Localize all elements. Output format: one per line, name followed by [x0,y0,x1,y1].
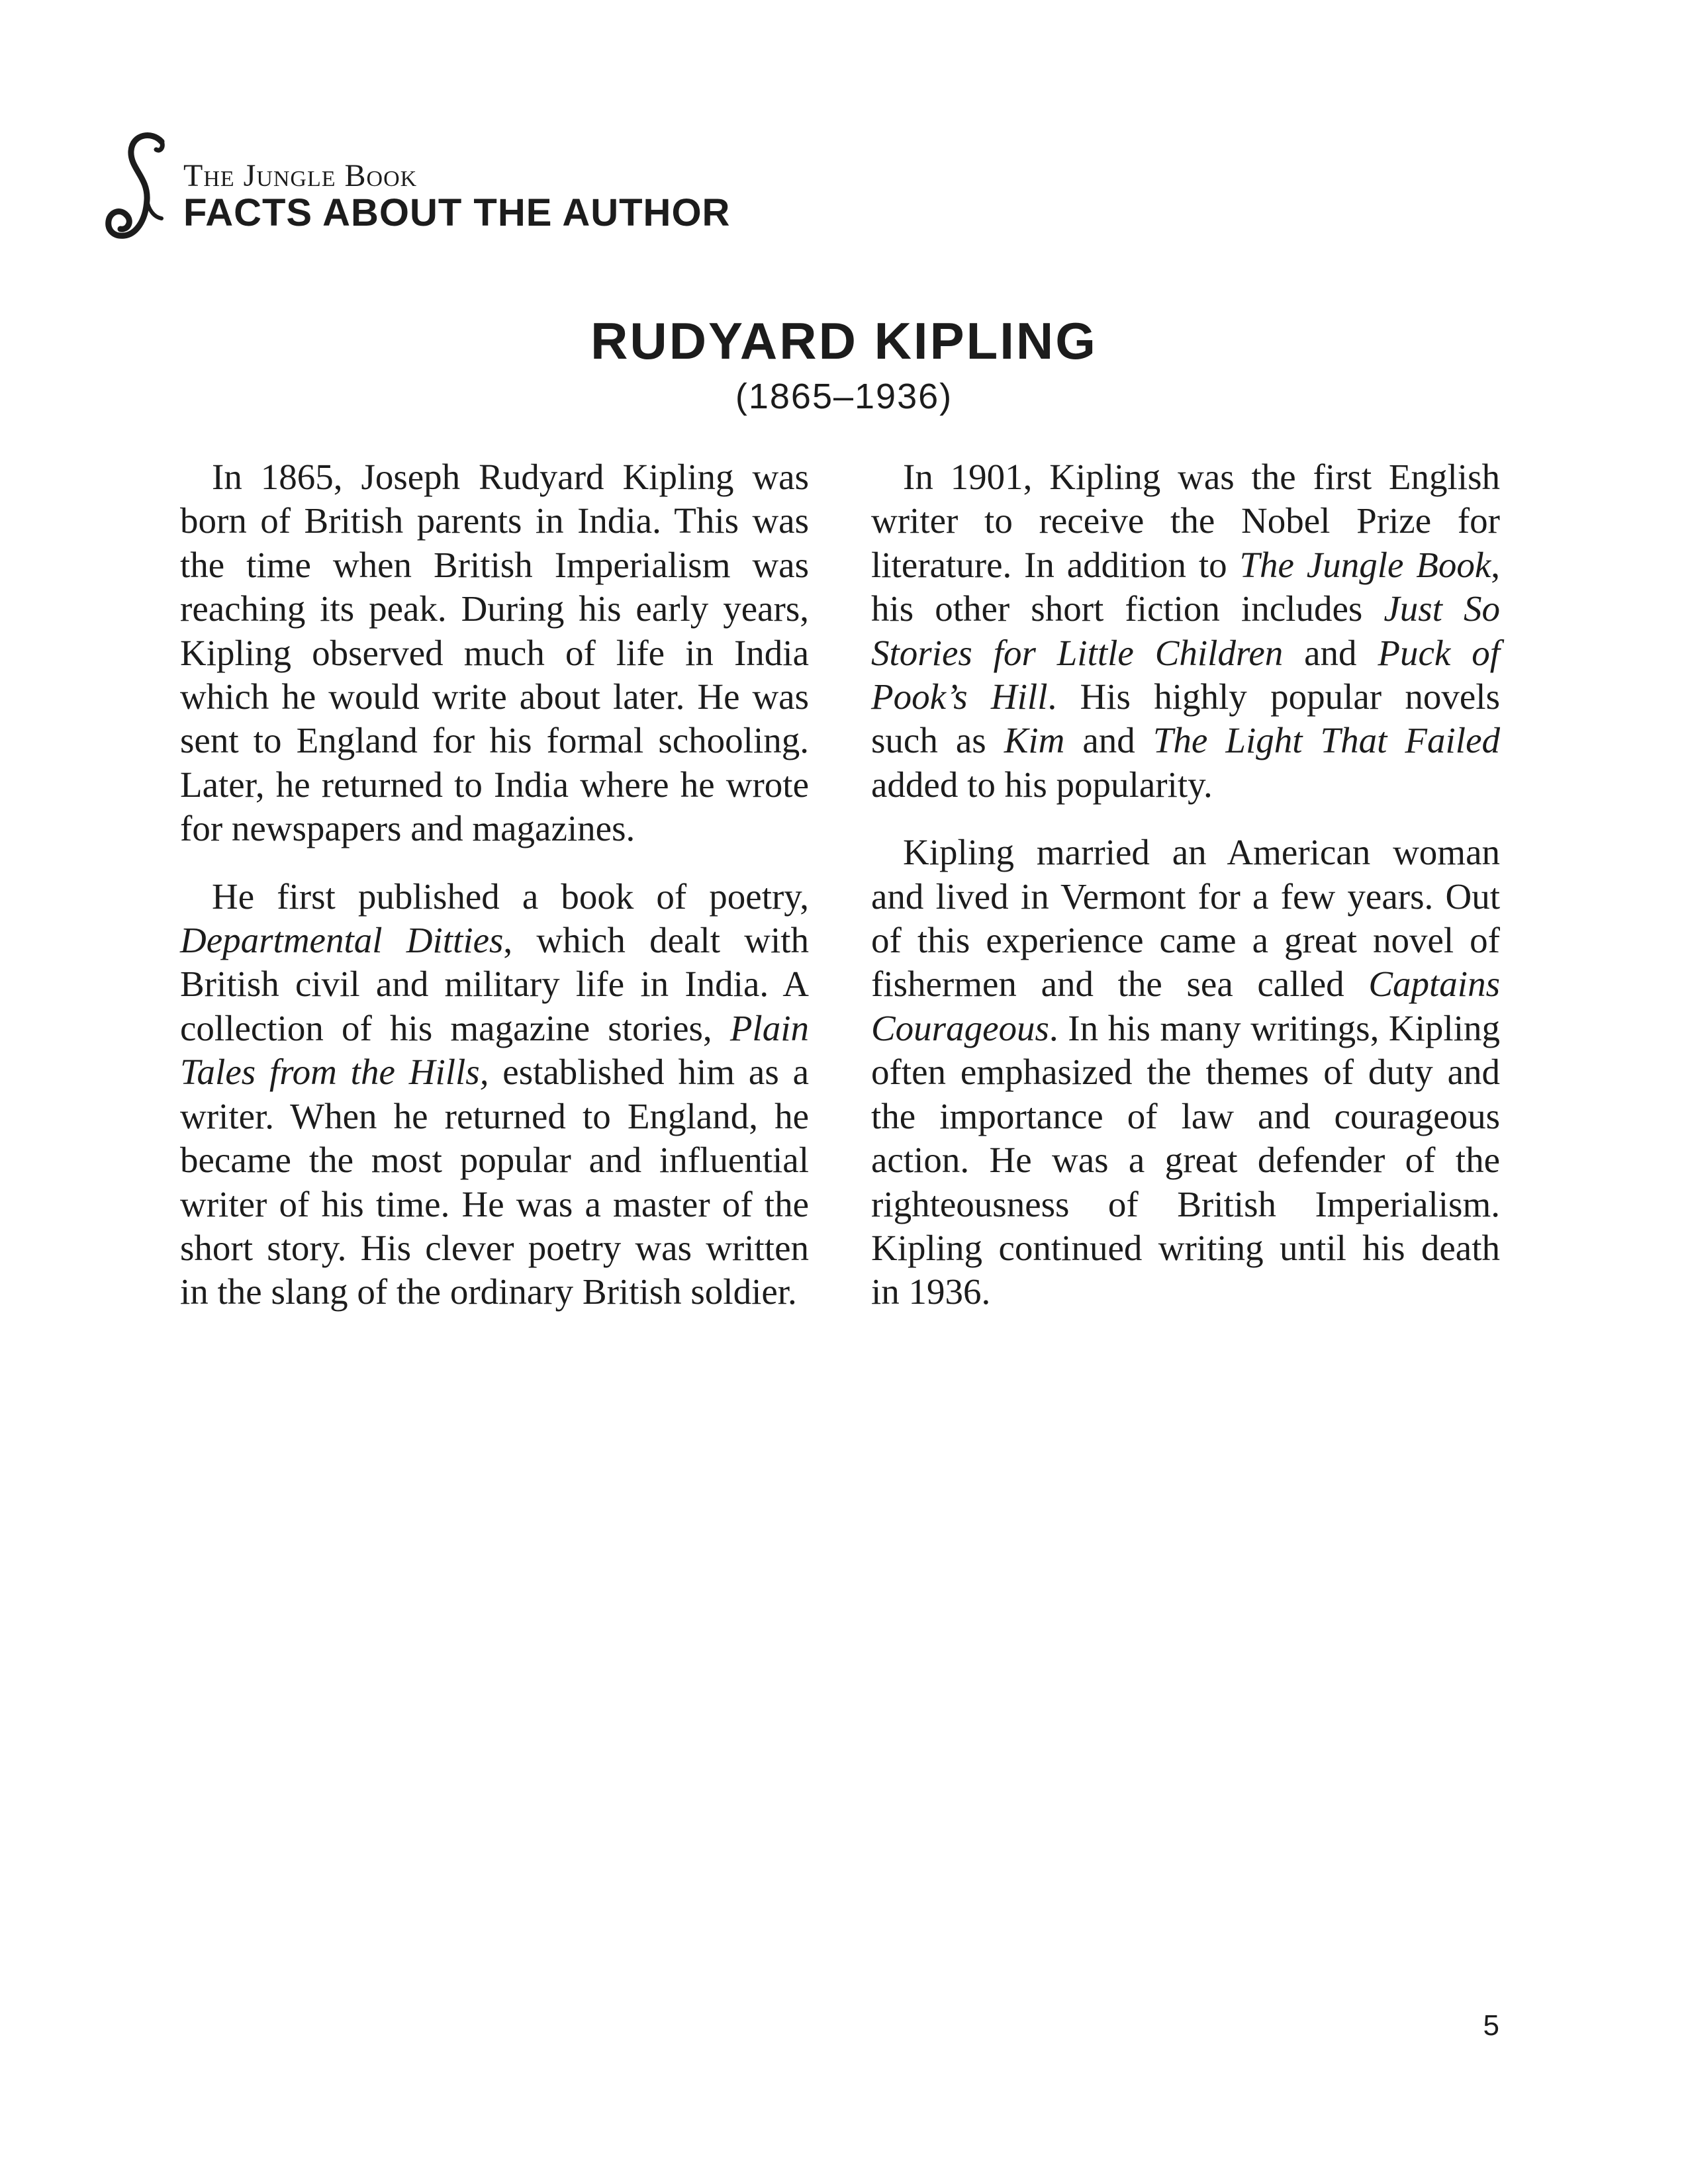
section-title: FACTS ABOUT THE AUTHOR [183,191,731,234]
author-name: RUDYARD KIPLING [590,312,1098,370]
book-title: The Light That Failed [1152,720,1500,761]
book-title: Puck of Pook’s Hill [871,632,1500,717]
right-column [871,455,1500,1338]
page-number: 5 [1483,2009,1499,2042]
script-s-logo-icon [101,130,173,242]
page-header [101,130,895,242]
paragraph: In 1901, Kipling was the first English writer to receive the Nobel Prize for literature. In addition to The Jungle Book, his other short fiction includes Just So Stories for Little Children and Puck of Pook’s Hill. His highly popular novels such as Kim and The Light That Failed added to his popularity. [871,457,1500,805]
book-title: Plain Tales from the Hills, [180,1007,809,1093]
paragraph: In 1865, Joseph Rudyard Kipling was born of British parents in India. This was the time when British Imperialism was reaching its peak. During his early years, Kipling observed much of life in India which he would write about later. He was sent to England for his formal schooling. Later, he returned to India where he wrote for newspapers and magazines. [180,457,809,849]
paragraph: Kipling married an American woman and lived in Vermont for a few years. Out of this experience came a great novel of fishermen and the sea called Captains Courageous. In his many writings, Kipling often emphasized the themes of duty and the importance of law and courageous action. He was a great defender of the righteousness of British Imperialism. Kipling continued writing until his death in 1936. [871,832,1500,1312]
book-title: Departmental Ditties [180,920,504,961]
book-title: Just So Stories for Little Children [871,588,1500,673]
book-title: Kim [1004,720,1065,761]
paragraph: He first published a book of poetry, Departmental Ditties, which dealt with British civil and military life in India. A collection of his magazine stories, Plain Tales from the Hills, established him as a writer. When he returned to England, he became the most popular and influential writer of his time. He was a master of the short story. His clever poetry was written in the slang of the ordinary British soldier. [180,876,809,1312]
book-title: Captains Courageous [871,964,1500,1048]
left-column [180,455,809,1338]
book-title: The Jungle Book [1239,544,1491,585]
series-title: The Jungle Book [183,158,418,193]
author-years: (1865–1936) [735,377,953,416]
